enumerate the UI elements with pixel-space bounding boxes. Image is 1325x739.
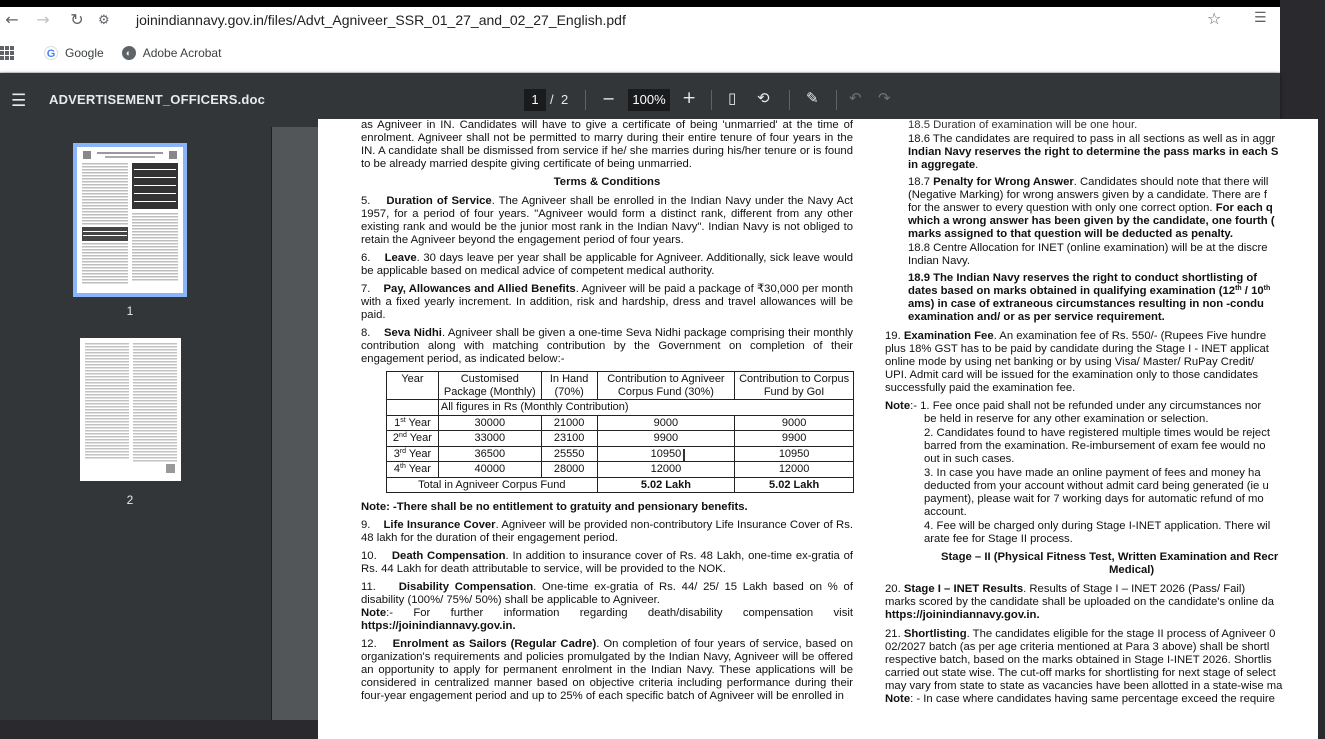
para-text: . 30 days leave per year shall be applicable for Agniveer. Additionally, sick leave would be applicable based on medical advice of competent medical authority.: [361, 252, 853, 277]
line: (Negative Marking) for wrong answers given by a candidate. There are f: [908, 189, 1267, 201]
text: 18.7: [908, 176, 934, 188]
line: out in such cases.: [924, 453, 1015, 465]
pdf-page: [318, 119, 1318, 739]
year-suffix: th: [400, 463, 406, 470]
thumbnail-label-2: 2: [126, 493, 134, 507]
table-cell: [387, 446, 439, 462]
paragraph-5: [361, 195, 853, 247]
table-header-row: [387, 372, 854, 400]
superscript: th: [1263, 285, 1271, 292]
paragraph-marriage: as Agniveer in IN. Candidates will have to give a certificate of being 'unmarried' at the time of enrolment. Agniveer shall not be permitted to marry during their entire tenure of four years in the IN. A candidate shall be dismissed from service if he/ she marries during his/her tenure or is found to be already married despite giving certificate of being unmarried.: [361, 119, 853, 170]
para-number: 12.: [361, 638, 377, 650]
para-title: Life Insurance Cover: [383, 519, 496, 531]
section-heading: Terms & Conditions: [553, 176, 661, 188]
table-header: Year: [387, 372, 439, 400]
right-column: [885, 119, 1325, 706]
page-thumbnail-1-preview: [77, 147, 183, 293]
page-thumbnail-2[interactable]: [80, 338, 181, 481]
bold-text: Shortlisting: [903, 628, 967, 640]
tab-search-icon[interactable]: ☰: [1254, 10, 1267, 26]
table-cell: [387, 400, 439, 416]
seva-nidhi-table: [386, 371, 854, 493]
bold-text: For each q: [1215, 202, 1273, 214]
line: Indian Navy reserves the right to determine the pass marks in each S: [908, 146, 1279, 158]
text: 21.: [885, 628, 904, 640]
table-cell: 10950: [597, 446, 735, 462]
browser-chrome: [0, 0, 1280, 73]
line: successfully paid the examination fee.: [885, 382, 1076, 394]
bookmark-star-icon[interactable]: ☆: [1207, 9, 1222, 28]
bold-text: Note: [885, 400, 911, 412]
line: [885, 176, 1325, 189]
website-link[interactable]: https://joinindiannavy.gov.in.: [361, 620, 516, 632]
table-total-value: 5.02 Lakh: [735, 477, 854, 493]
url-text[interactable]: joinindiannavy.gov.in/files/Advt_Agniveer_SSR_01_27_and_02_27_English.pdf: [136, 12, 626, 28]
table-total-label: Total in Agniveer Corpus Fund: [387, 477, 598, 493]
table-total-row: [387, 477, 854, 493]
window-top-edge: [0, 0, 1280, 7]
year-number: 3: [393, 447, 400, 460]
table-cell: 23100: [541, 431, 597, 447]
website-link[interactable]: https://joinindiannavy.gov.in.: [885, 609, 1040, 621]
bookmark-label: Adobe Acrobat: [142, 46, 222, 60]
text: :- 1. Fee once paid shall not be refunded under any circumstances nor: [910, 400, 1262, 412]
bold-text: Note: [885, 693, 911, 705]
line: which a wrong answer has been given by the candidate, one fourth (: [908, 215, 1275, 227]
line: examination and/ or as per service requirement.: [908, 311, 1165, 323]
para-number: 8.: [361, 327, 371, 339]
paragraph-9: [361, 519, 853, 545]
year-number: 4: [393, 463, 401, 475]
table-cell: [387, 431, 439, 447]
table-cell: 33000: [438, 431, 541, 447]
redo-icon[interactable]: ↷: [878, 89, 891, 107]
text: / 10: [1241, 285, 1264, 297]
table-total-value: 5.02 Lakh: [597, 477, 735, 493]
para-text: . Agniveer shall be given a one-time Seva Nidhi package comprising their monthly contribution along with matching contribution by the Government on completion of their engagement period, as indicated below:-: [361, 327, 853, 365]
line: [885, 628, 1325, 641]
para-text: . Agniveer will be provided non-contributory Life Insurance Cover of Rs. 48 lakh for the duration of their engagement period.: [361, 519, 853, 544]
address-bar[interactable]: [98, 8, 1238, 32]
total-pages: 2: [561, 92, 569, 107]
bold-text: Penalty for Wrong Answer: [933, 176, 1074, 188]
text: : - In case where candidates having same percentage exceed the require: [910, 693, 1275, 705]
line: plus 18% GST has to be paid by candidate during the Stage I - INET applicat: [885, 343, 1269, 355]
line: [885, 400, 1325, 413]
zoom-level-input[interactable]: 100%: [628, 89, 670, 111]
paragraph-7: [361, 283, 853, 322]
paragraph-6: [361, 252, 853, 278]
bookmark-label: Google: [65, 46, 104, 60]
fit-page-icon[interactable]: ▯: [728, 89, 737, 107]
paragraph-12: [361, 638, 853, 703]
para-title: Leave: [384, 252, 417, 264]
text: dates based on marks obtained in qualifying examination (12: [908, 285, 1236, 297]
line: 3. In case you have made an online payment of fees and money ha: [924, 467, 1261, 479]
table-cell: 9900: [597, 431, 735, 447]
line: arate fee for Stage II process.: [924, 533, 1073, 545]
zoom-in-icon[interactable]: +: [682, 88, 697, 108]
line: 02/2027 batch (as per age criteria mentioned at Para 3 above) shall be shortl: [885, 641, 1270, 653]
line: marks scored by the candidate shall be uploaded on the candidate's online da: [885, 596, 1275, 608]
line: [885, 159, 1325, 172]
line: ams) in case of extraneous circumstances resulting in non -condu: [908, 298, 1264, 310]
table-cell: 21000: [541, 415, 597, 431]
table-header: In Hand (70%): [541, 372, 597, 400]
text: .: [975, 159, 979, 171]
bold-text: Stage I – INET Results: [903, 583, 1024, 595]
para-number: 10.: [361, 550, 377, 562]
bookmark-adobe-acrobat[interactable]: [122, 46, 222, 60]
text: 19.: [885, 330, 904, 342]
line: [885, 285, 1325, 298]
line: 4. Fee will be charged only during Stage I-INET application. There wil: [924, 520, 1271, 532]
line: payment), please wait for 7 working days for automatic refund of mo: [924, 493, 1264, 505]
thumbnail-label-1: 1: [126, 304, 134, 318]
undo-icon[interactable]: ↶: [849, 89, 862, 107]
table-row: [387, 446, 854, 462]
line: marks assigned to that question will be deducted as penalty.: [908, 228, 1233, 240]
table-subheader-row: [387, 400, 854, 416]
table-header: Contribution to Agniveer Corpus Fund (30%): [597, 372, 735, 400]
para-number: 6.: [361, 252, 371, 264]
line: 18.5 Duration of examination will be one hour.: [908, 119, 1138, 131]
page-separator: /: [550, 92, 554, 107]
para-title: Disability Compensation: [398, 581, 534, 593]
para-text: . In addition to insurance cover of Rs. 48 Lakh, one-time ex-gratia of Rs. 44 Lakh for death attributable to service, will be provided to the NOK.: [361, 550, 854, 575]
para-text: . The Agniveer shall be enrolled in the Indian Navy under the Navy Act 1957, for a period of four years. "Agniveer would form a distinct rank, different from any other existing rank and would be the junior most rank in the Indian Navy". Indian Navy is not obliged to retain the Agniveer beyond the engagement period of four years.: [361, 195, 853, 246]
line: Stage – II (Physical Fitness Test, Written Examination and Recr: [941, 551, 1279, 563]
line: [885, 583, 1325, 596]
bold-text: Examination Fee: [903, 330, 994, 342]
year-suffix: st: [400, 416, 406, 424]
table-cell: 40000: [438, 462, 541, 478]
paragraph-11: [361, 581, 853, 607]
note-text: :- For further information regarding death/disability compensation visit: [386, 607, 853, 619]
year-suffix: nd: [399, 432, 407, 439]
table-cell: 28000: [541, 462, 597, 478]
line: be held in reserve for any other examination or selection.: [924, 413, 1209, 425]
annotate-pen-icon[interactable]: ✎: [806, 89, 819, 107]
para-text: . On completion of four years of service, based on organization's requirements and policies promulgated by the Indian Navy, Agniveer will be offered an opportunity to apply for permanent enrolment in the Indian Navy. These applications will be considered in centralized manner based on objective criteria including performance during their four-year engagement period and up to 25% of each specific batch of Agniveer will be enrolled in: [361, 638, 853, 702]
table-row: [387, 431, 854, 447]
page-number-input[interactable]: 1: [524, 89, 546, 111]
para-title: Enrolment as Sailors (Regular Cadre): [392, 638, 597, 650]
menu-icon[interactable]: ☰: [11, 91, 27, 111]
para-number: 9.: [361, 519, 371, 531]
back-icon[interactable]: ←: [5, 10, 19, 29]
para-number: 11.: [361, 581, 376, 593]
table-cell: [387, 462, 439, 478]
line: respective batch, based on the marks obtained in Stage I-INET 2026. Shortlis: [885, 654, 1272, 666]
line: Indian Navy.: [908, 255, 970, 267]
paragraph-11-note: [361, 607, 853, 633]
line: [885, 202, 1325, 215]
text: . Candidates should note that there will: [1073, 176, 1269, 188]
para-title: Death Compensation: [391, 550, 506, 562]
bookmarks-bar: [0, 41, 239, 65]
para-title: Seva Nidhi: [383, 327, 442, 339]
line: may vary from state to state as vacancies have been allotted in a state-wise ma: [885, 680, 1283, 692]
text: for the answer to every question with only one correct option.: [908, 202, 1216, 214]
table-cell: 12000: [735, 462, 854, 478]
table-cell: 9000: [597, 415, 735, 431]
toolbar-divider: [789, 90, 790, 110]
line: account.: [924, 506, 967, 518]
table-header: Customised Package (Monthly): [438, 372, 541, 400]
line: 2. Candidates found to have registered multiple times would be reject: [924, 427, 1271, 439]
para-text: . Agniveer will be paid a package of ₹30,000 per month with a fixed yearly increment. In addition, risk and hardship, dress and travel allowances will be paid.: [361, 283, 854, 321]
toolbar-divider: [711, 90, 712, 110]
table-header: Contribution to Corpus Fund by GoI: [735, 372, 854, 400]
note-key: Note: [361, 607, 387, 619]
text: 20.: [885, 583, 904, 595]
table-cell: 12000: [597, 462, 735, 478]
site-info-icon[interactable]: ⚙: [98, 12, 110, 28]
year-suffix: rd: [399, 447, 407, 455]
left-column: [361, 119, 853, 708]
para-number: 7.: [361, 283, 371, 295]
line: UPI. Admit card will be issued for the examination only to those candidates: [885, 369, 1258, 381]
text: . An examination fee of Rs. 550/- (Rupees Five hundre: [993, 330, 1267, 342]
page-thumbnail-1[interactable]: [73, 143, 187, 297]
line: Medical): [1109, 564, 1155, 576]
line: barred from the examination. Re-imbursement of exam fee would no: [924, 440, 1266, 452]
year-word: Year: [408, 416, 431, 429]
year-word: Year: [409, 432, 432, 444]
text: . Results of Stage I – INET 2026 (Pass/ Fail): [1023, 583, 1246, 595]
toolbar-divider: [585, 90, 586, 110]
line: 18.8 Centre Allocation for INET (online examination) will be at the discre: [908, 242, 1268, 254]
zoom-out-icon[interactable]: −: [602, 89, 616, 108]
table-row: [387, 462, 854, 478]
table-cell: 10950: [735, 446, 854, 462]
line: online mode by using net banking or by using Visa/ Master/ RuPay Credit/: [885, 356, 1255, 368]
gratuity-note: Note: -There shall be no entitlement to gratuity and pensionary benefits.: [361, 501, 748, 513]
thumbnail-sidebar: [0, 127, 272, 720]
para-title: Pay, Allowances and Allied Benefits: [383, 283, 576, 295]
apps-grid-icon[interactable]: [0, 46, 14, 60]
para-number: 5.: [361, 195, 371, 207]
page-thumbnail-2-preview: [80, 338, 181, 481]
pdf-viewer[interactable]: [272, 119, 1283, 720]
year-word: Year: [408, 463, 431, 475]
table-cell: 30000: [438, 415, 541, 431]
line: 18.9 The Indian Navy reserves the right to conduct shortlisting of: [908, 272, 1258, 284]
table-cell: 9900: [735, 431, 854, 447]
document-title: ADVERTISEMENT_OFFICERS.doc: [49, 92, 266, 107]
forward-icon[interactable]: →: [36, 10, 50, 29]
table-row: [387, 415, 854, 431]
superscript: th: [1235, 285, 1242, 292]
table-cell: 9000: [735, 415, 854, 431]
table-subheader: All figures in Rs (Monthly Contribution): [438, 400, 853, 416]
table-cell: 25550: [541, 446, 597, 462]
line: [885, 330, 1325, 343]
bookmark-google[interactable]: [44, 46, 104, 60]
bold-text: in aggregate: [908, 159, 976, 171]
line: 18.6 The candidates are required to pass in all sections as well as in aggr: [908, 133, 1276, 145]
acrobat-icon: ◐: [122, 46, 136, 60]
toolbar-divider: [836, 90, 837, 110]
paragraph-10: [361, 550, 853, 576]
year-word: Year: [408, 447, 432, 460]
reload-icon[interactable]: ↻: [70, 10, 84, 29]
paragraph-8: [361, 327, 853, 366]
para-text: . One-time ex-gratia of Rs. 44/ 25/ 15 Lakh based on % of disability (100%/ 75%/ 50%) shall be applicable to Agniveer.: [361, 581, 853, 606]
para-title: Duration of Service: [386, 195, 492, 207]
google-icon: G: [44, 46, 58, 60]
line: [885, 693, 1325, 706]
line: carried out state wise. The cut-off marks for shortlisting for next stage of select: [885, 667, 1276, 679]
table-cell: 36500: [438, 446, 541, 462]
table-cell: [387, 415, 439, 431]
line: deducted from your account without admit card being generated (ie u: [924, 480, 1269, 492]
text: . The candidates eligible for the stage II process of Agniveer 0: [966, 628, 1276, 640]
year-number: 2: [392, 432, 400, 444]
year-number: 1: [394, 416, 401, 429]
rotate-icon[interactable]: ⟲: [757, 89, 770, 107]
text-cursor: [683, 449, 685, 461]
